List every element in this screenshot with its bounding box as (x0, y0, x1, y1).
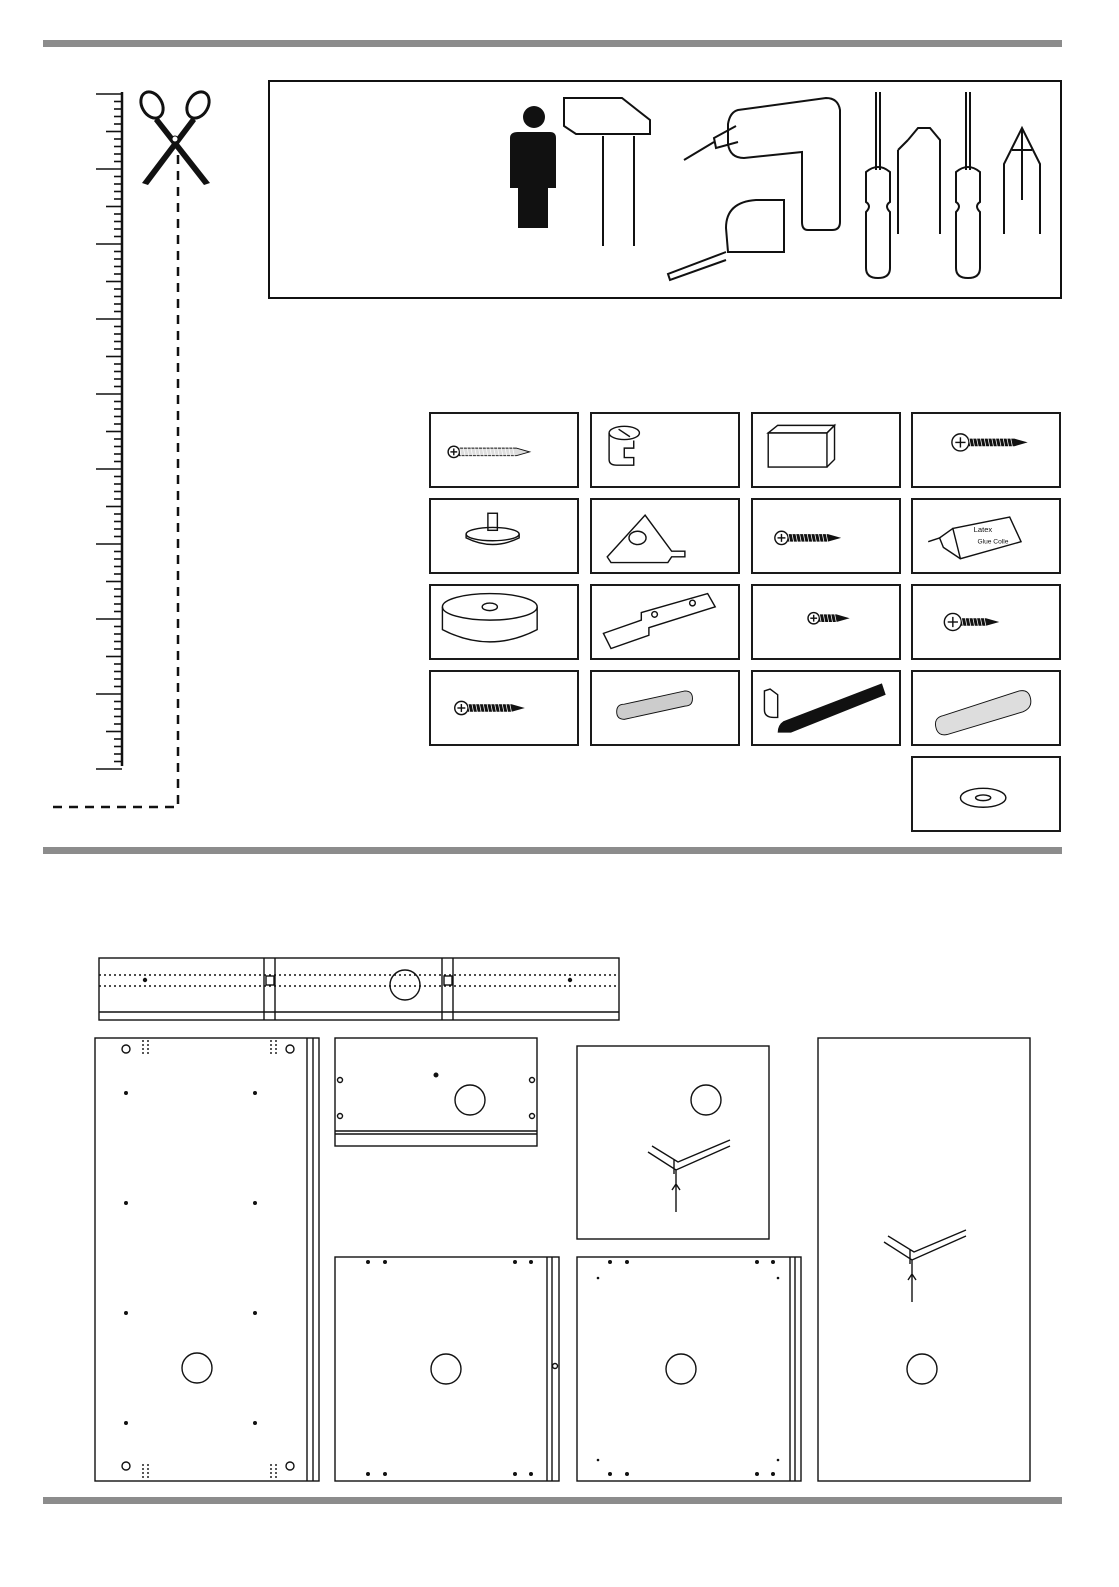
glue-label-2: Glue Colle (977, 538, 1009, 546)
bottom-panel (335, 1257, 559, 1481)
side-panel-left (95, 1038, 319, 1481)
divider-panel (577, 1257, 801, 1481)
top-rail-panel (99, 958, 619, 1020)
glue-label-1: Latex (973, 525, 993, 535)
shelf-panel (577, 1046, 769, 1239)
back-panel (818, 1038, 1030, 1481)
top-panel (335, 1038, 537, 1146)
